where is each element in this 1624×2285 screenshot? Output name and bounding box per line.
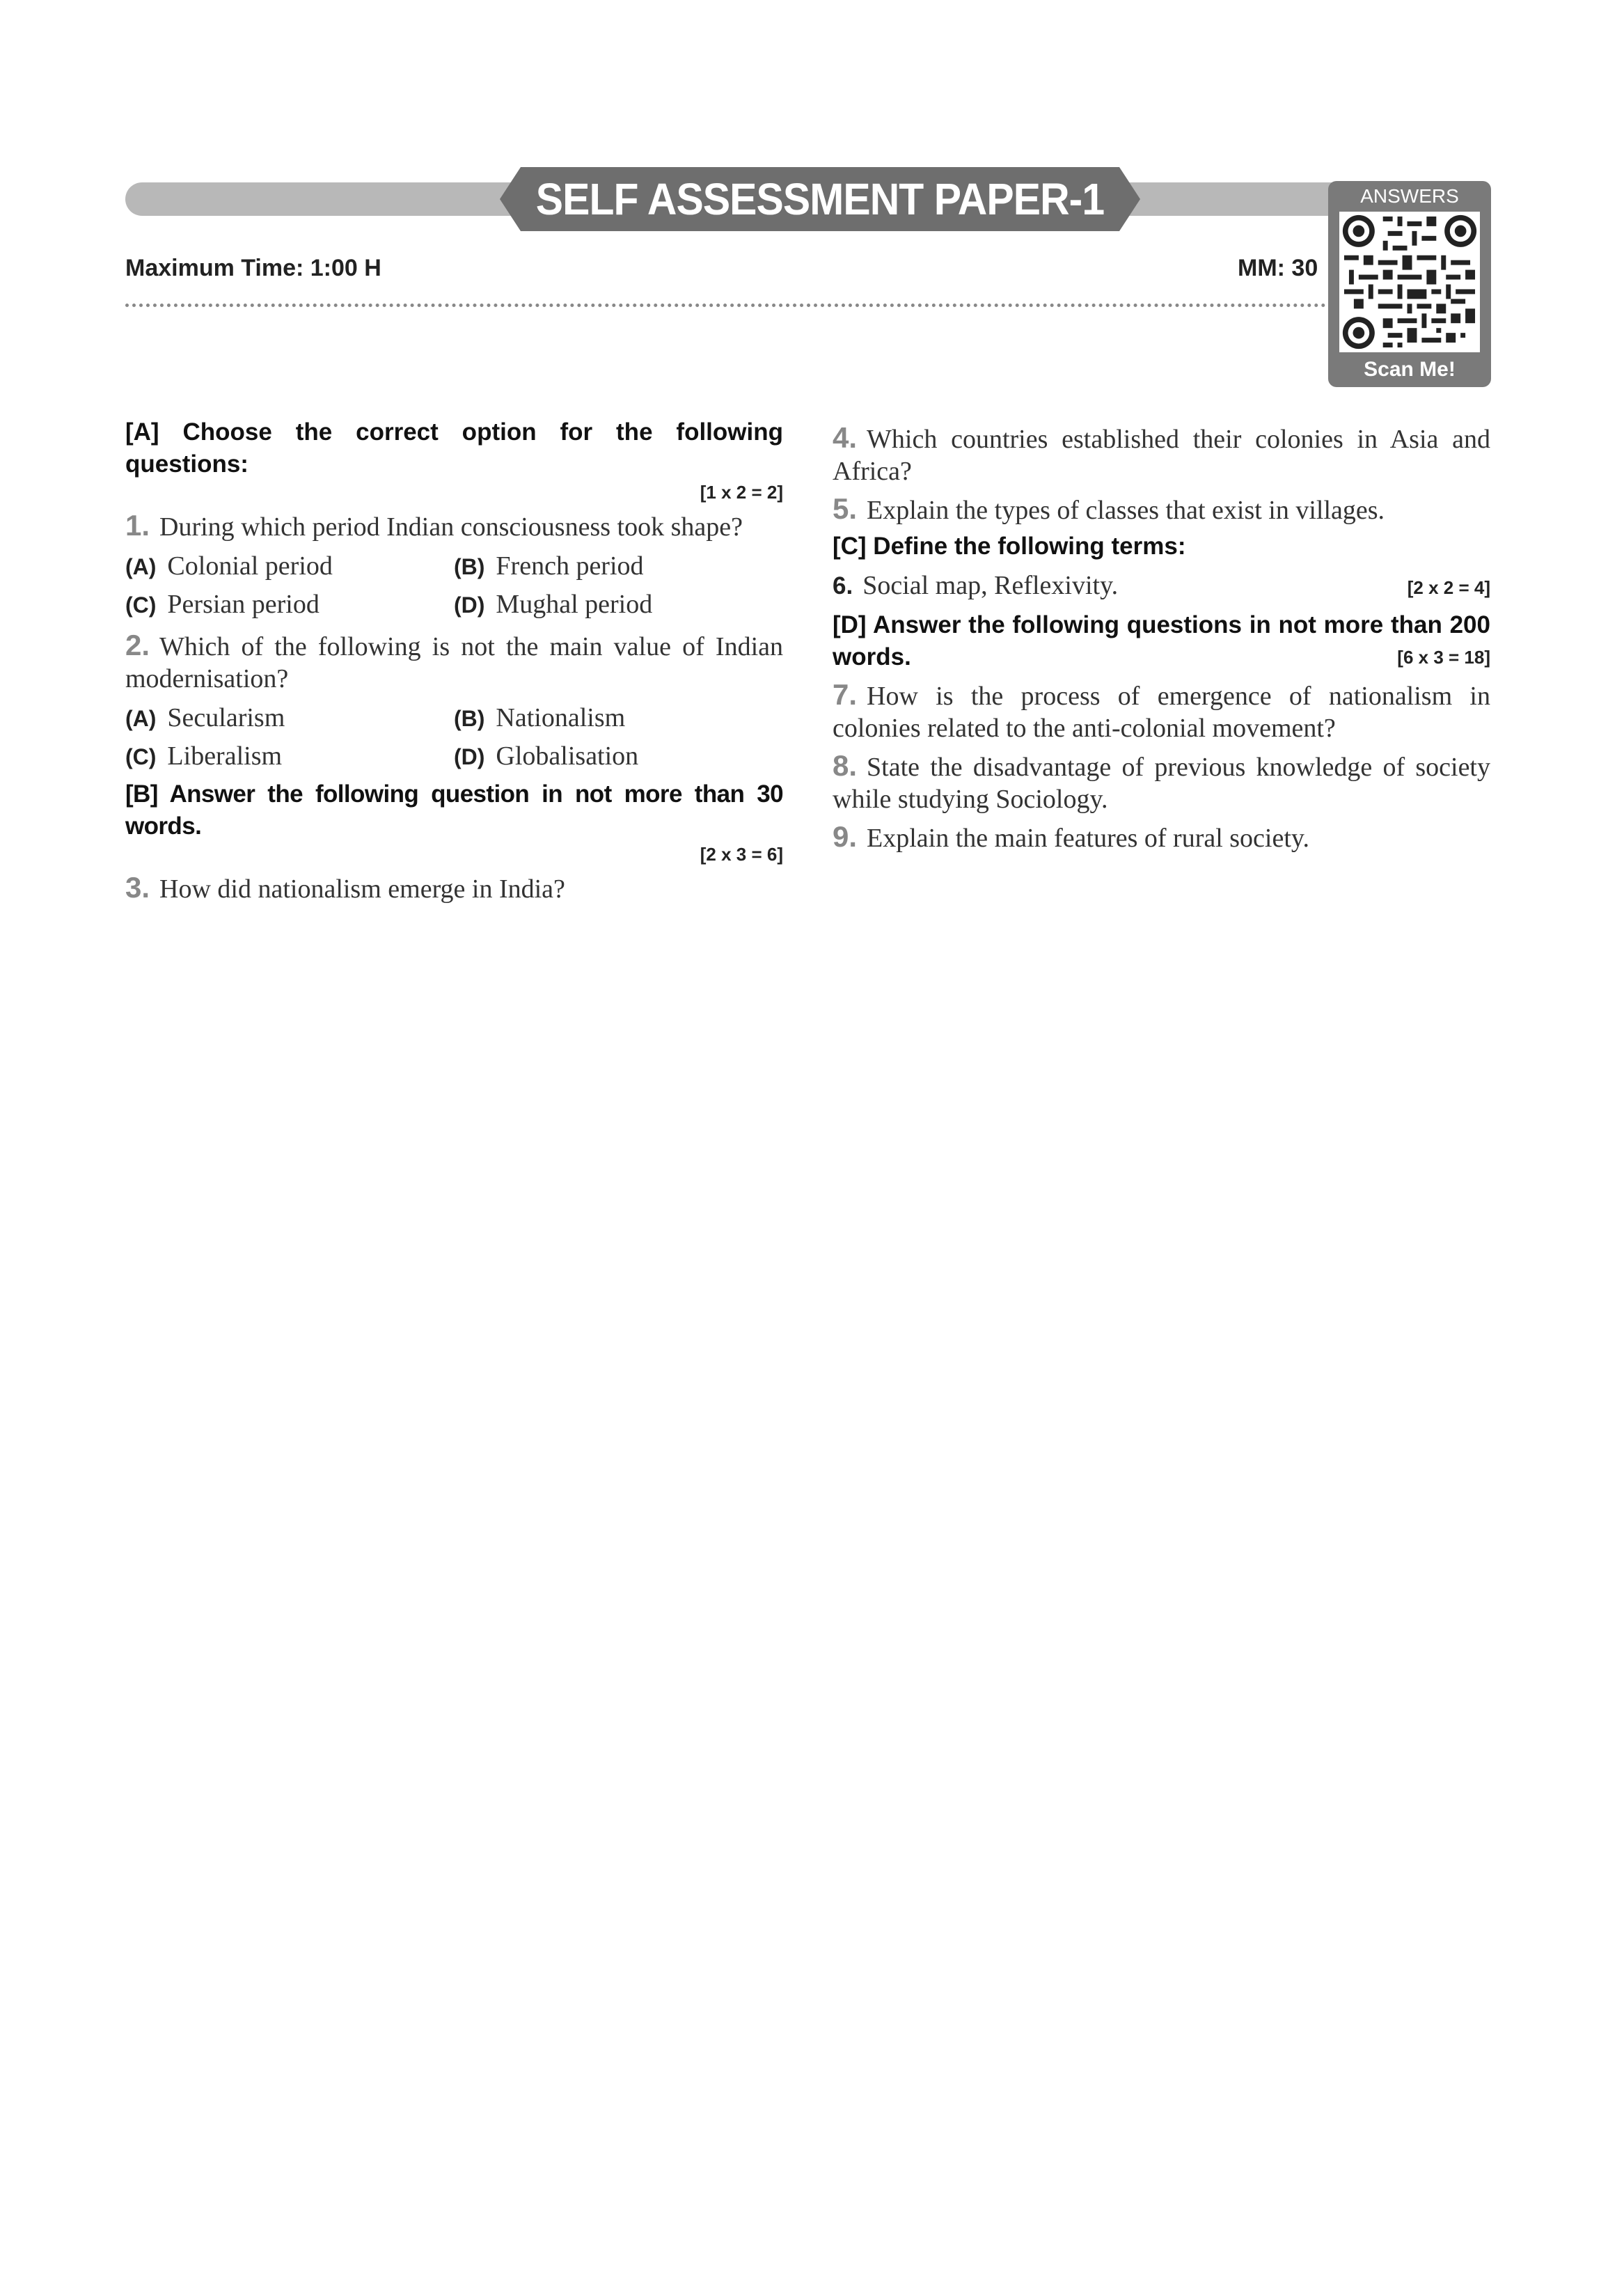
option[interactable] <box>125 586 454 624</box>
question-text: How is the process of emergence of nationalism in colonies related to the anti-colonial movement? <box>833 682 1490 743</box>
section-c-marks: [2 x 2 = 4] <box>1407 577 1490 598</box>
option[interactable] <box>454 699 782 737</box>
option[interactable] <box>454 586 782 624</box>
option-label: (C) <box>125 744 157 769</box>
dotted-divider <box>125 304 1326 307</box>
title-banner <box>500 167 1140 231</box>
question-text: Which of the following is not the main value of Indian modernisation? <box>125 632 783 693</box>
option-text: Mughal period <box>496 590 653 619</box>
question-9 <box>833 821 1490 854</box>
option-text: Globalisation <box>496 741 639 771</box>
question-text: Explain the types of classes that exist in villages. <box>867 496 1385 525</box>
option-label: (B) <box>454 706 485 731</box>
option[interactable] <box>125 547 454 586</box>
question-number: 6. <box>833 572 853 599</box>
section-a-heading: [A] Choose the correct option for the following questions: <box>125 418 783 478</box>
question-5 <box>833 493 1490 526</box>
question-number: 4. <box>833 421 858 454</box>
question-text: During which period Indian consciousness took shape? <box>159 512 743 542</box>
question-number: 2. <box>125 629 150 661</box>
question-text: State the disadvantage of previous knowledge of society while studying Sociology. <box>833 753 1490 814</box>
option-label: (D) <box>454 592 485 618</box>
qr-label-top: ANSWERS <box>1360 185 1459 207</box>
option[interactable] <box>454 737 782 776</box>
option-text: French period <box>496 551 644 581</box>
question-text: Explain the main features of rural society. <box>867 824 1309 853</box>
option-text: Nationalism <box>496 703 626 732</box>
qr-code-icon[interactable] <box>1339 212 1480 352</box>
question-number: 7. <box>833 678 858 711</box>
option[interactable] <box>125 737 454 776</box>
question-number: 9. <box>833 820 858 853</box>
question-3 <box>125 872 783 905</box>
option-text: Colonial period <box>167 551 333 581</box>
answers-qr-box[interactable] <box>1328 181 1491 387</box>
question-8 <box>833 750 1490 815</box>
question-number: 5. <box>833 492 858 525</box>
option-label: (A) <box>125 554 157 579</box>
question-text: Which countries established their colonies in Asia and Africa? <box>833 425 1490 486</box>
question-number: 1. <box>125 509 150 542</box>
qr-label-bottom: Scan Me! <box>1364 358 1456 381</box>
question-text: Social map, Reflexivity. <box>862 571 1119 600</box>
question-1 <box>125 510 783 543</box>
max-time: Maximum Time: 1:00 H <box>125 255 381 281</box>
question-1-options <box>125 547 783 624</box>
option[interactable] <box>454 547 782 586</box>
section-b-heading: [B] Answer the following question in not more than 30 words. <box>125 780 783 840</box>
max-marks: MM: 30 <box>1238 255 1318 281</box>
section-d-marks: [6 x 3 = 18] <box>1397 647 1490 668</box>
option-label: (A) <box>125 706 157 731</box>
question-2 <box>125 629 783 695</box>
left-column <box>125 416 783 905</box>
question-text: How did nationalism emerge in India? <box>159 874 565 904</box>
option-label: (C) <box>125 592 157 618</box>
question-6 <box>833 570 1490 602</box>
page-title: SELF ASSESSMENT PAPER-1 <box>535 174 1105 224</box>
section-d-heading-text: [D] Answer the following questions in not more than 200 words. <box>833 611 1490 670</box>
question-7 <box>833 679 1490 744</box>
question-number: 8. <box>833 749 858 782</box>
question-number: 3. <box>125 871 150 904</box>
section-b-marks: [2 x 3 = 6] <box>700 844 783 865</box>
option-label: (D) <box>454 744 485 769</box>
option-text: Liberalism <box>167 741 283 771</box>
question-4 <box>833 422 1490 487</box>
right-column <box>833 422 1490 854</box>
option[interactable] <box>125 699 454 737</box>
section-c-heading: [C] Define the following terms: <box>833 533 1186 560</box>
option-text: Persian period <box>167 590 320 619</box>
option-text: Secularism <box>167 703 285 732</box>
question-2-options <box>125 699 783 776</box>
option-label: (B) <box>454 554 485 579</box>
section-a-marks: [1 x 2 = 2] <box>700 482 783 503</box>
